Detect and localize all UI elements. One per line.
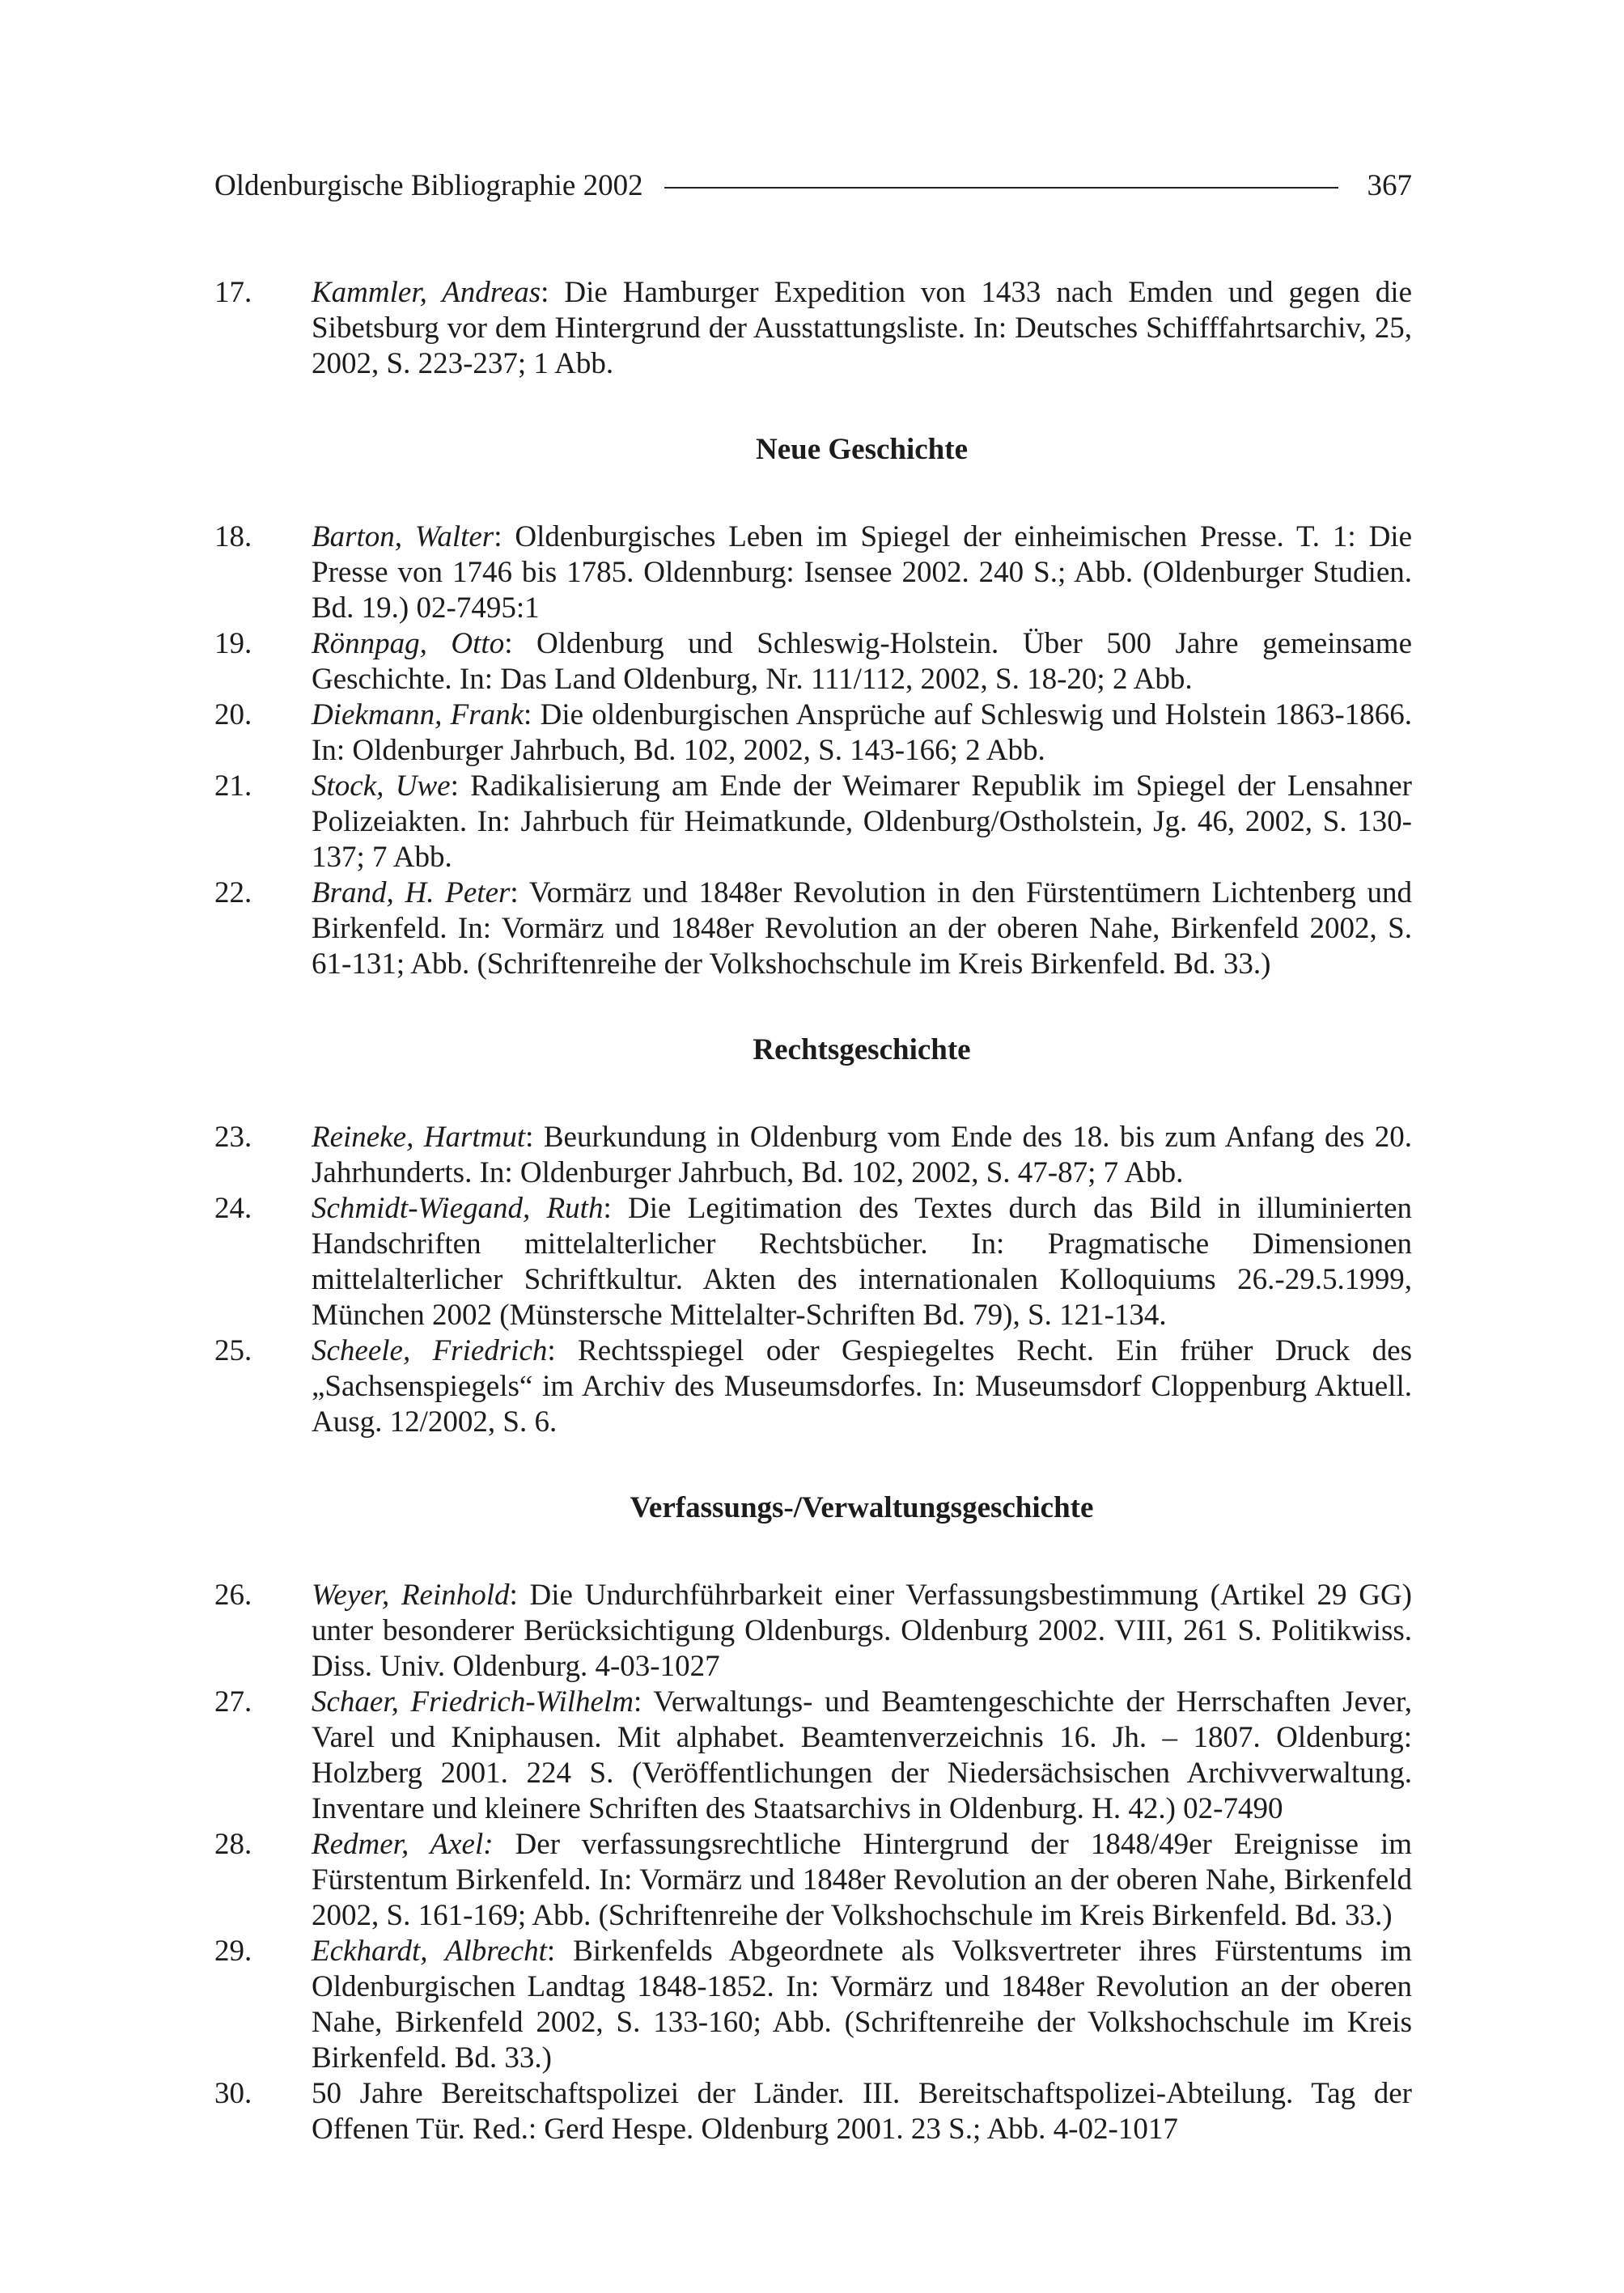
entry-text	[312, 875, 1412, 982]
bibliography-entry	[214, 1934, 1412, 2076]
running-header	[214, 162, 1412, 210]
entry-author: Barton, Walter	[312, 520, 494, 553]
entry-author: Schaer, Friedrich-Wilhelm	[312, 1685, 634, 1719]
header-rule	[664, 187, 1338, 189]
header-title: Oldenburgische Bibliographie 2002	[214, 169, 643, 202]
entry-citation: : Die Hamburger Expedition von 1433 nach Emden und gegen die Sibetsburg vor dem Hintergrund der Ausstattungsliste. In: Deutsches Schifffahrtsarchiv, 25, 2002, S. 223-237; 1 Abb.	[312, 276, 1412, 380]
entry-citation: : Die oldenburgischen Ansprüche auf Schleswig und Holstein 1863-1866. In: Oldenburger Jahrbuch, Bd. 102, 2002, S. 143-166; 2 Abb.	[312, 698, 1412, 767]
entry-list	[214, 1578, 1412, 2147]
entry-number: 23.	[214, 1121, 252, 1154]
entry-text	[312, 697, 1412, 769]
entry-number: 29.	[214, 1935, 252, 1968]
entry-text	[312, 1191, 1412, 1333]
bibliography-entry	[214, 2076, 1412, 2147]
entry-number: 21.	[214, 769, 252, 803]
entry-author: Eckhardt, Albrecht	[312, 1935, 547, 1968]
entry-number: 28.	[214, 1828, 252, 1861]
entry-number: 20.	[214, 698, 252, 731]
entry-number: 27.	[214, 1685, 252, 1719]
entry-author: Stock, Uwe	[312, 769, 451, 803]
entry-number: 19.	[214, 627, 252, 660]
entry-author: Schmidt-Wiegand, Ruth	[312, 1192, 604, 1225]
entry-number: 18.	[214, 520, 252, 553]
entry-citation: : Beurkundung in Oldenburg vom Ende des 18. bis zum Anfang des 20. Jahrhunderts. In: Oldenburger Jahrbuch, Bd. 102, 2002, S. 47-87; 7 Abb.	[312, 1121, 1412, 1189]
section-heading: Verfassungs-/Verwaltungsgeschichte	[630, 1491, 1094, 1524]
entry-number: 24.	[214, 1192, 252, 1225]
entry-number: 25.	[214, 1334, 252, 1367]
bibliography-entry	[214, 275, 1412, 382]
entry-text	[312, 275, 1412, 382]
bibliography-entry	[214, 1333, 1412, 1440]
entry-text	[312, 626, 1412, 697]
bibliography-entry	[214, 1827, 1412, 1934]
entry-author: Rönnpag, Otto	[312, 627, 505, 660]
entry-citation: : Birkenfelds Abgeordnete als Volksvertreter ihres Fürstentums im Oldenburgischen Landtag 1848-1852. In: Vormärz und 1848er Revolution an der oberen Nahe, Birkenfeld 2002, S. 133-160; Abb. (Schriftenreihe der Volkshochschule im Kreis Birkenfeld. Bd. 33.)	[312, 1935, 1412, 2075]
entry-author: Redmer, Axel:	[312, 1828, 494, 1861]
entry-author: Brand, H. Peter	[312, 876, 511, 909]
entry-text	[312, 1120, 1412, 1191]
entry-citation: : Radikalisierung am Ende der Weimarer Republik im Spiegel der Lensahner Polizeiakten. In: Jahrbuch für Heimatkunde, Oldenburg/Ostholstein, Jg. 46, 2002, S. 130-137; 7 Abb.	[312, 769, 1412, 874]
entry-list	[214, 519, 1412, 982]
bibliography-entry	[214, 626, 1412, 697]
entry-list	[214, 275, 1412, 382]
section-heading: Rechtsgeschichte	[753, 1033, 971, 1066]
entry-author: Reineke, Hartmut	[312, 1121, 526, 1154]
entry-author: Weyer, Reinhold	[312, 1579, 510, 1612]
bibliography-entry	[214, 697, 1412, 769]
entry-citation: : Die Legitimation des Textes durch das Bild in illuminierten Handschriften mittelalterlicher Rechtsbücher. In: Pragmatische Dimensionen mittelalterlicher Schriftkultur. Akten des internationalen Kolloquiums 26.-29.5.1999, München 2002 (Münstersche Mittelalter-Schriften Bd. 79), S. 121-134.	[312, 1192, 1412, 1332]
page	[214, 162, 1412, 2147]
entry-citation: : Oldenburg und Schleswig-Holstein. Über 500 Jahre gemeinsame Geschichte. In: Das Land Oldenburg, Nr. 111/112, 2002, S. 18-20; 2 Abb.	[312, 627, 1412, 696]
entry-list	[214, 1120, 1412, 1440]
bibliography-entry	[214, 1685, 1412, 1827]
entry-text	[312, 1827, 1412, 1934]
entry-number: 22.	[214, 876, 252, 909]
bibliography-entry	[214, 1578, 1412, 1685]
entry-number: 26.	[214, 1579, 252, 1612]
entry-text	[312, 1934, 1412, 2076]
entry-text	[312, 1578, 1412, 1685]
bibliography-entry	[214, 875, 1412, 982]
bibliography-entry	[214, 1191, 1412, 1333]
entry-citation: : Oldenburgisches Leben im Spiegel der einheimischen Presse. T. 1: Die Presse von 1746 bis 1785. Oldennburg: Isensee 2002. 240 S.; Abb. (Oldenburger Studien. Bd. 19.) 02-7495:1	[312, 520, 1412, 625]
entry-text	[312, 1685, 1412, 1827]
entry-number: 30.	[214, 2077, 252, 2110]
bibliography-entry	[214, 1120, 1412, 1191]
entry-citation: : Rechtsspiegel oder Gespiegeltes Recht. Ein früher Druck des „Sachsenspiegels“ im Archiv des Museumsdorfes. In: Museumsdorf Cloppenburg Aktuell. Ausg. 12/2002, S. 6.	[312, 1334, 1412, 1439]
entry-author: Diekmann, Frank	[312, 698, 524, 731]
entry-citation: : Verwaltungs- und Beamtengeschichte der Herrschaften Jever, Varel und Kniphausen. Mit alphabet. Beamtenverzeichnis 16. Jh. – 1807. Oldenburg: Holzberg 2001. 224 S. (Veröffentlichungen der Niedersächsischen Archivverwaltung. Inventare und kleinere Schriften des Staatsarchivs in Oldenburg. H. 42.) 02-7490	[312, 1685, 1413, 1825]
page-number: 367	[1367, 169, 1412, 202]
entry-author: Kammler, Andreas	[312, 276, 541, 309]
entry-number: 17.	[214, 276, 252, 309]
bibliography-entry	[214, 519, 1412, 626]
entry-text	[312, 769, 1412, 875]
bibliography-entry	[214, 769, 1412, 875]
entry-text	[312, 1333, 1412, 1440]
entry-citation: 50 Jahre Bereitschaftspolizei der Länder. III. Bereitschaftspolizei-Abteilung. Tag der Offenen Tür. Red.: Gerd Hespe. Oldenburg 2001. 23 S.; Abb. 4-02-1017	[312, 2077, 1412, 2146]
entry-author: Scheele, Friedrich	[312, 1334, 548, 1367]
entry-citation: Der verfassungsrechtliche Hintergrund der 1848/49er Ereignisse im Fürstentum Birkenfeld. In: Vormärz und 1848er Revolution an der oberen Nahe, Birkenfeld 2002, S. 161-169; Abb. (Schriftenreihe der Volkshochschule im Kreis Birkenfeld. Bd. 33.)	[312, 1828, 1412, 1932]
section-heading: Neue Geschichte	[755, 433, 969, 466]
entry-text	[312, 519, 1412, 626]
entry-text	[312, 2076, 1412, 2147]
entry-citation: : Die Undurchführbarkeit einer Verfassungsbestimmung (Artikel 29 GG) unter besonderer Berücksichtigung Oldenburgs. Oldenburg 2002. VIII, 261 S. Politikwiss. Diss. Univ. Oldenburg. 4-03-1027	[312, 1579, 1412, 1683]
entry-citation: : Vormärz und 1848er Revolution in den Fürstentümern Lichtenberg und Birkenfeld. In: Vormärz und 1848er Revolution an der oberen Nahe, Birkenfeld 2002, S. 61-131; Abb. (Schriftenreihe der Volkshochschule im Kreis Birkenfeld. Bd. 33.)	[312, 876, 1412, 981]
